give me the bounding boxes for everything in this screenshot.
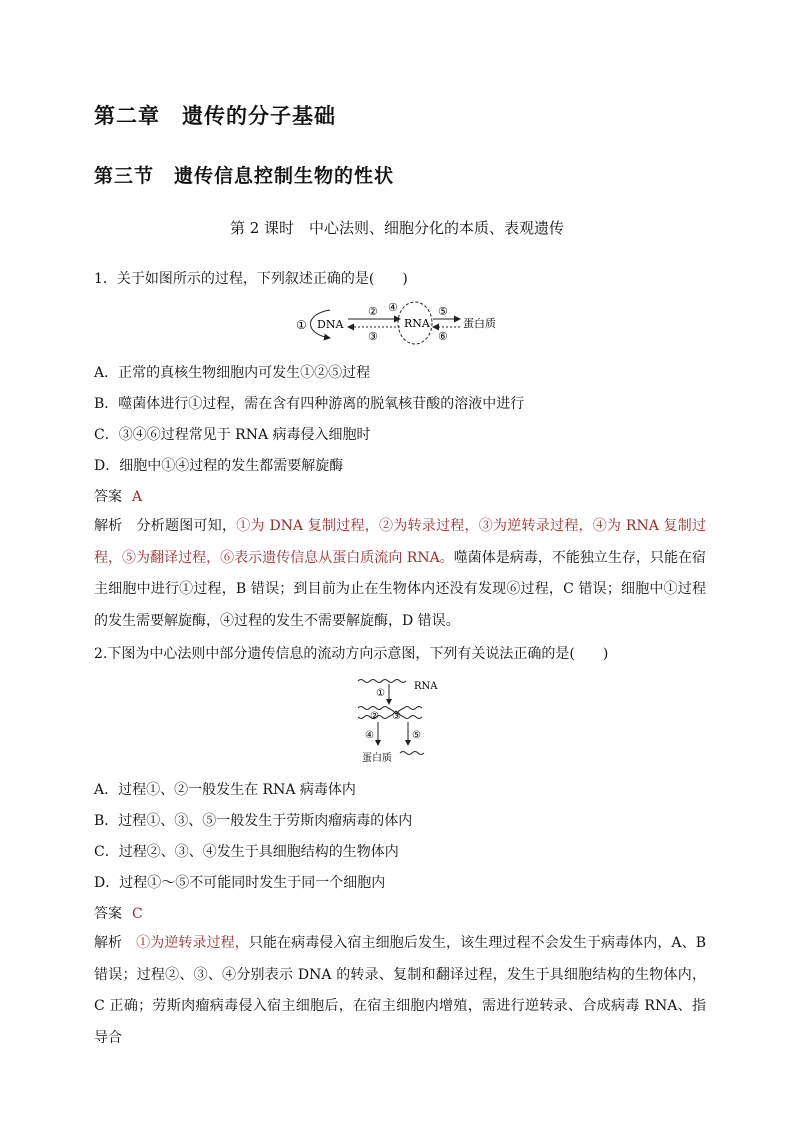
q2-option-c: C．过程②、③、④发生于具细胞结构的生物体内 bbox=[94, 844, 399, 860]
fig2-protein: 蛋白质 bbox=[362, 753, 392, 764]
question-2-stem: 2.下图为中心法则中部分遗传信息的流动方向示意图，下列有关说法正确的是( ) bbox=[94, 646, 609, 662]
q1-option-c: C．③④⑥过程常见于 RNA 病毒侵入细胞时 bbox=[94, 427, 371, 443]
question-2-figure bbox=[356, 675, 444, 765]
fig2-new-strand bbox=[400, 752, 424, 755]
q2-explanation bbox=[94, 928, 706, 1054]
fig1-label-6: ⑥ bbox=[438, 330, 448, 343]
fig2-dna-upper bbox=[358, 707, 422, 715]
q2-explanation-red: ①为逆转录过程， bbox=[136, 935, 249, 951]
fig2-label-5: ⑤ bbox=[412, 730, 421, 741]
q1-explanation-red: ①为 DNA 复制过程，②为转录过程，③为逆转录过程，④为 RNA 复制过程，⑤为翻译过程，⑥表示遗传信息从蛋白质流向 RNA。 bbox=[94, 518, 706, 566]
q2-option-a: A．过程①、②一般发生在 RNA 病毒体内 bbox=[94, 782, 356, 798]
q1-answer bbox=[94, 486, 142, 506]
lesson-title: 第 2 课时 中心法则、细胞分化的本质、表观遗传 bbox=[229, 219, 565, 237]
q1-explanation bbox=[94, 511, 706, 637]
q2-answer bbox=[94, 903, 143, 923]
fig1-label-3: ③ bbox=[368, 330, 378, 343]
fig1-rna: RNA bbox=[404, 317, 430, 330]
question-1-figure bbox=[290, 300, 520, 348]
question-1-stem: 1．关于如图所示的过程，下列叙述正确的是( ) bbox=[94, 271, 408, 287]
q1-explanation-text-2: 噬菌体是病毒，不能独立生存，只能在宿主细胞中进行①过程，B 错误；到目前为止在生物体内还没有发现⑥过程，C 错误；细胞中①过程的发生需要解旋酶，④过程的发生不需要解旋酶，D 错误。 bbox=[94, 549, 706, 629]
fig2-label-3: ③ bbox=[392, 711, 401, 722]
q1-option-d: D．细胞中①④过程的发生都需要解旋酶 bbox=[94, 458, 344, 474]
q2-answer-label: 答案 bbox=[94, 906, 122, 922]
q1-option-a: A．正常的真核生物细胞内可发生①②⑤过程 bbox=[94, 365, 371, 381]
chapter-title: 第二章 遗传的分子基础 bbox=[94, 103, 336, 128]
fig2-label-2: ② bbox=[370, 711, 379, 722]
fig1-protein: 蛋白质 bbox=[463, 317, 496, 330]
q1-explanation-text-1: 分析题图可知， bbox=[136, 518, 237, 534]
q2-explanation-label: 解析 bbox=[94, 935, 123, 951]
q2-option-d: D．过程①～⑤不可能同时发生于同一个细胞内 bbox=[94, 875, 386, 891]
fig1-dna: DNA bbox=[317, 318, 344, 331]
fig2-label-4: ④ bbox=[365, 730, 374, 741]
q1-option-b: B．噬菌体进行①过程，需在含有四种游离的脱氧核苷酸的溶液中进行 bbox=[94, 396, 525, 412]
q1-answer-label: 答案 bbox=[94, 489, 122, 505]
section-title: 第三节 遗传信息控制生物的性状 bbox=[94, 165, 395, 187]
q2-explanation-text: 只能在病毒侵入宿主细胞后发生，该生理过程不会发生于病毒体内，A、B 错误；过程②、③、④分别表示 DNA 的转录、复制和翻译过程，发生于具细胞结构的生物体内，C 正确；劳斯肉瘤病毒侵入宿主细胞后，在宿主细胞内增殖，需进行逆转录、合成病毒 RNA、指导合 bbox=[94, 935, 706, 1046]
fig2-dna-lower bbox=[358, 711, 422, 719]
fig1-label-2: ② bbox=[368, 305, 378, 318]
fig2-label-1: ① bbox=[376, 688, 385, 699]
fig2-rna-strand bbox=[358, 680, 406, 683]
fig1-label-1: ① bbox=[296, 318, 307, 332]
fig2-rna: RNA bbox=[414, 681, 438, 692]
q1-answer-value: A bbox=[132, 489, 143, 505]
q2-answer-value: C bbox=[132, 906, 143, 922]
q1-explanation-label: 解析 bbox=[94, 518, 123, 534]
fig1-label-5: ⑤ bbox=[438, 305, 448, 318]
q2-option-b: B．过程①、③、⑤一般发生于劳斯肉瘤病毒的体内 bbox=[94, 813, 413, 829]
fig1-label-4: ④ bbox=[388, 301, 398, 314]
